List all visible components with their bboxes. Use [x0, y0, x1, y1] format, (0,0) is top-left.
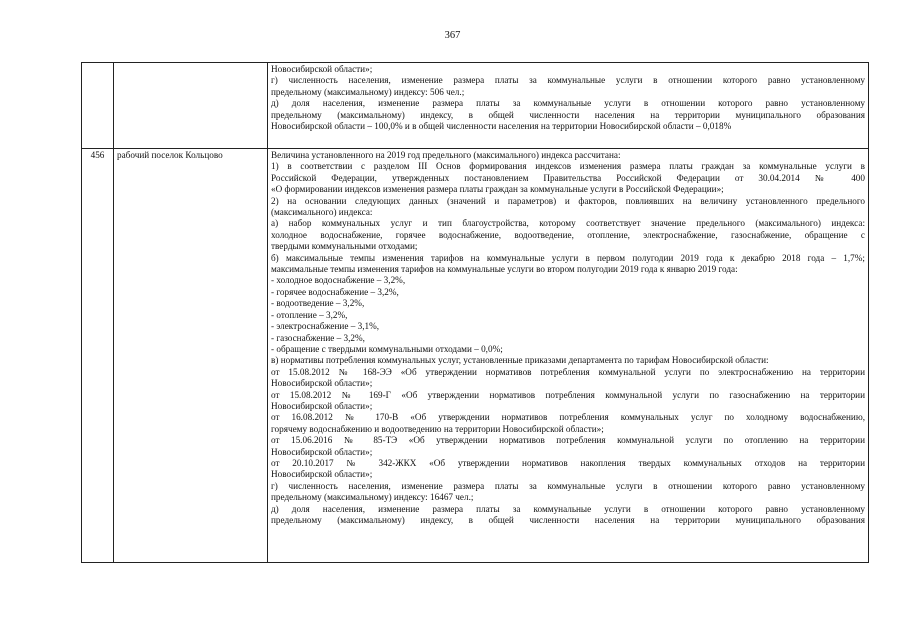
- text-line: от 15.06.2016 № 85-ТЭ «Об утверждении нормативов потребления коммунальной услуги по отоплению на территории: [271, 435, 865, 446]
- text-line: максимальные темпы изменения тарифов на коммунальные услуги во втором полугодии 2019 года к январю 2019 года:: [271, 264, 738, 275]
- text-line: Новосибирской области»;: [271, 446, 373, 457]
- text-line: от 16.08.2012 № 170-В «Об утверждении нормативов потребления коммунальных услуг по холодному водоснабжению,: [271, 412, 865, 423]
- text-line: «О формировании индексов изменения размера платы граждан за коммунальные услуги в Российской Федерации»;: [271, 184, 724, 195]
- text-line: 2) на основании следующих данных (значений и параметров) и факторов, повлиявших на величину установленного предельного: [271, 195, 865, 206]
- text-line: б) максимальные темпы изменения тарифов на коммунальные услуги в первом полугодии 2019 года к декабрю 2018 года – 1,7%;: [271, 252, 865, 263]
- text-line: Российской Федерации, утвержденных постановлением Правительства Российской Федерации от 30.04.2014 № 400: [271, 172, 865, 183]
- table-body: [82, 63, 869, 563]
- text-line: холодное водоснабжение, горячее водоснабжение, водоотведение, отопление, электроснабжение, газоснабжение, обращение с: [271, 229, 865, 240]
- text-lines: [271, 64, 865, 147]
- text-line: Новосибирской области»;: [271, 400, 373, 411]
- text-line: Величина установленного на 2019 год предельного (максимального) индекса рассчитана:: [271, 150, 621, 160]
- text-line: от 20.10.2017 № 342-ЖКХ «Об утверждении нормативов накопления твердых коммунальных отходов на территории: [271, 457, 865, 468]
- municipality-name: рабочий поселок Кольцово: [114, 149, 268, 563]
- text-line: г) численность населения, изменение размера платы за коммунальные услуги в отношении которого равно установленному: [271, 480, 865, 491]
- text-line: - электроснабжение – 3,1%,: [271, 321, 380, 332]
- text-line: - газоснабжение – 3,2%,: [271, 332, 365, 343]
- text-line: Новосибирской области»;: [271, 64, 373, 74]
- page-number: 367: [444, 30, 461, 41]
- text-line: предельному (максимальному) индексу: 16467 чел.;: [271, 492, 474, 503]
- text-line: - горячее водоснабжение – 3,2%,: [271, 286, 399, 297]
- text-line: предельному (максимальному) индексу, в общей численности населения на территории муниципального образования: [271, 109, 865, 120]
- text-line: горячему водоснабжению и водоотведению на территории Новосибирской области»;: [271, 423, 604, 434]
- text-line: предельному (максимальному) индексу, в общей численности населения на территории муниципального образования: [271, 515, 865, 525]
- text-line: д) доля населения, изменение размера платы за коммунальные услуги в отношении которого равно установленному: [271, 503, 865, 514]
- text-line: д) доля населения, изменение размера платы за коммунальные услуги в отношении которого равно установленному: [271, 98, 865, 109]
- text-line: Новосибирской области»;: [271, 378, 373, 389]
- text-line: Новосибирской области – 100,0% и в общей численности населения на территории Новосибирской области – 0,018%: [271, 121, 732, 132]
- text-line: - водоотведение – 3,2%,: [271, 298, 365, 309]
- text-line: - обращение с твердыми коммунальными отходами – 0,0%;: [271, 343, 503, 354]
- text-line: (максимального) индекса:: [271, 207, 373, 218]
- text-line: Новосибирской области»;: [271, 469, 373, 480]
- text-line: в) нормативы потребления коммунальных услуг, установленные приказами департамента по тарифам Новосибирской области:: [271, 355, 769, 366]
- text-line: 1) в соответствии с разделом III Основ формирования индексов изменения размера платы граждан за коммунальные услуги в: [271, 161, 865, 172]
- text-line: г) численность населения, изменение размера платы за коммунальные услуги в отношении которого равно установленному: [271, 75, 865, 86]
- row-number: 456: [82, 149, 114, 563]
- table-row: [82, 149, 869, 563]
- row-description: [268, 63, 869, 149]
- text-line: - холодное водоснабжение – 3,2%,: [271, 275, 406, 286]
- row-description: [268, 149, 869, 563]
- municipality-name: [114, 63, 268, 149]
- text-line: а) набор коммунальных услуг и тип благоустройства, которому соответствует значение предельного (максимального) индекса:: [271, 218, 865, 229]
- table-row: [82, 63, 869, 149]
- text-line: от 15.08.2012 № 169-Г «Об утверждении нормативов потребления коммунальной услуги по газоснабжению на территории: [271, 389, 865, 400]
- text-lines: [271, 150, 865, 561]
- text-line: предельному (максимальному) индексу: 506 чел.;: [271, 86, 465, 97]
- text-line: твердыми коммунальными отходами;: [271, 241, 418, 252]
- row-number: [82, 63, 114, 149]
- text-line: от 15.08.2012 № 168-ЭЭ «Об утверждении нормативов потребления коммунальной услуги по электроснабжению на территории: [271, 366, 865, 377]
- document-table: [81, 62, 869, 563]
- text-line: - отопление – 3,2%,: [271, 309, 348, 320]
